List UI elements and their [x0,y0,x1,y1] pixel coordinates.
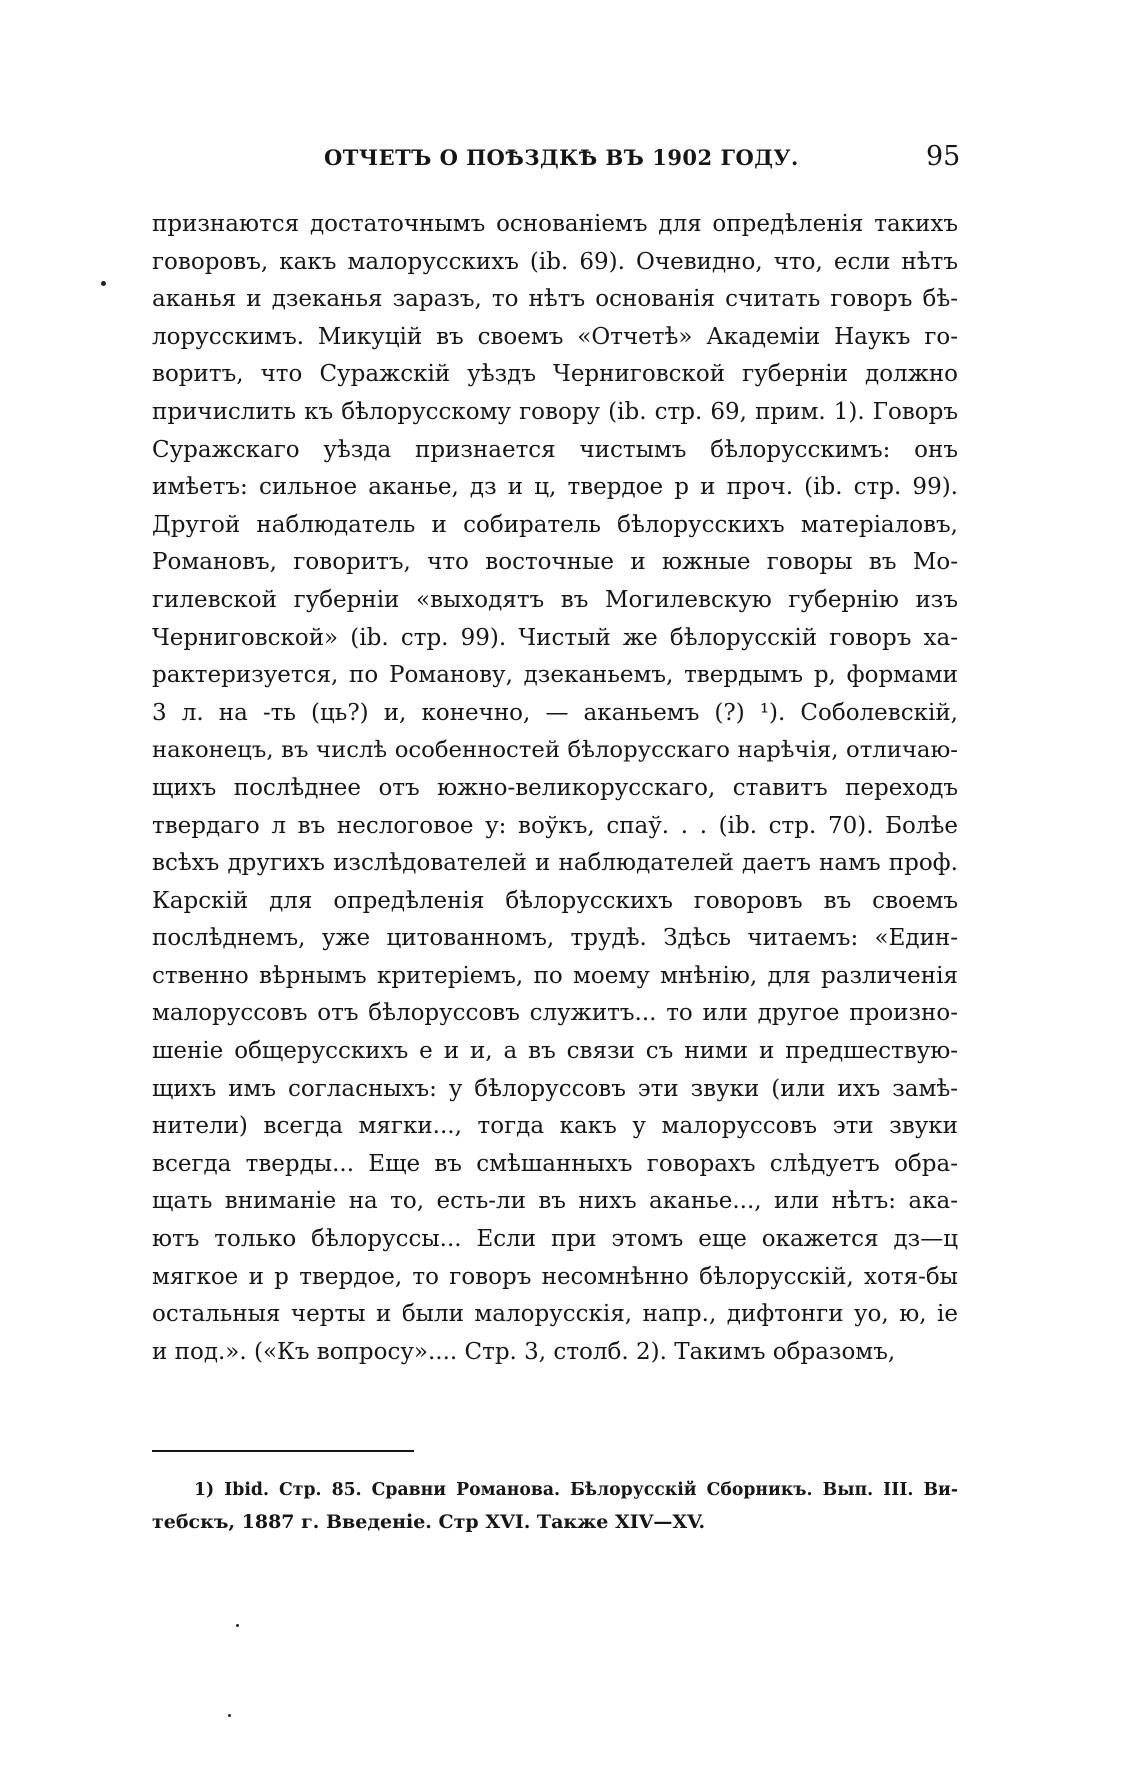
footnote-line: тебскъ, 1887 г. Введеніе. Стр XVI. Также XIV—XV. [152,1511,706,1533]
text-line: 3 л. на -ть (ць?) и, конечно, — аканьемъ (?) ¹). Соболевскій, [152,699,958,726]
text-line: имѣетъ: сильное аканье, дз и ц, твердое р и проч. (ib. стр. 99). [152,474,958,501]
text-line: твердаго л въ неслоговое у: воўкъ, спаў. . . (ib. стр. 70). Болѣе [152,812,958,839]
text-line: малоруссовъ отъ бѣлоруссовъ служитъ... то или другое произно- [152,1000,958,1027]
running-title: ОТЧЕТЪ О ПОѢЗДКѢ ВЪ 1902 ГОДУ. [324,145,799,170]
footnote-separator [152,1450,414,1452]
text-line: признаются достаточнымъ основаніемъ для опредѣленія такихъ [152,211,958,237]
text-line: Карскій для опредѣленія бѣлорусскихъ говоровъ въ своемъ [152,887,958,914]
text-line: щать вниманіе на то, есть-ли въ нихъ аканье..., или нѣтъ: ака- [152,1188,958,1215]
text-line: послѣднемъ, уже цитованномъ, трудѣ. Здѣсь читаемъ: «Един- [152,925,958,952]
text-line: гилевской губерніи «выходятъ въ Могилевскую губернію изъ [152,586,958,613]
margin-speck [236,1624,239,1627]
text-line: лорусскимъ. Микуцій въ своемъ «Отчетѣ» Академіи Наукъ го- [152,323,958,350]
footnote [152,1474,958,1538]
text-line: щихъ послѣднее отъ южно-великорусскаго, ставитъ переходъ [152,774,958,801]
page-number: 95 [926,141,961,172]
text-line: щихъ имъ согласныхъ: у бѣлоруссовъ эти звуки (или ихъ замѣ- [152,1075,958,1102]
margin-speck [101,281,106,286]
main-text-block [152,206,958,1371]
text-line: мягкое и р твердое, то говоръ несомнѣнно бѣлорусскій, хотя-бы [152,1263,958,1290]
text-line: шеніе общерусскихъ е и и, а въ связи съ ними и предшествую- [152,1038,958,1065]
text-line: аканья и дзеканья заразъ, то нѣтъ основанія считать говоръ бѣ- [152,286,958,313]
footnote-line: 1) Ibid. Стр. 85. Сравни Романова. Бѣлорусскій Сборникъ. Вып. III. Ви- [194,1480,958,1500]
text-line: всѣхъ другихъ изслѣдователей и наблюдателей даетъ намъ проф. [152,850,958,877]
text-line: остальныя черты и были малорусскія, напр., дифтонги уо, ю, іе [152,1301,958,1328]
text-line: и под.». («Къ вопросу».... Стр. 3, столб. 2). Такимъ образомъ, [152,1338,896,1365]
text-line: Другой наблюдатель и собиратель бѣлорусскихъ матеріаловъ, [152,511,958,538]
text-line: ютъ только бѣлоруссы... Если при этомъ еще окажется дз—ц [152,1226,958,1253]
text-line: наконецъ, въ числѣ особенностей бѣлорусскаго нарѣчія, отличаю- [152,737,958,764]
text-line: причислить къ бѣлорусскому говору (ib. стр. 69, прим. 1). Говоръ [152,398,958,425]
text-line: воритъ, что Суражскій уѣздъ Черниговской губерніи должно [152,361,958,388]
text-line: Черниговской» (ib. стр. 99). Чистый же бѣлорусскій говоръ ха- [152,624,958,651]
text-line: ственно вѣрнымъ критеріемъ, по моему мнѣнію, для различенія [152,962,958,989]
text-line: Романовъ, говоритъ, что восточные и южные говоры въ Мо- [152,549,958,576]
margin-speck [228,1714,231,1717]
text-line: рактеризуется, по Романову, дзеканьемъ, твердымъ р, формами [152,662,958,689]
text-line: говоровъ, какъ малорусскихъ (ib. 69). Очевидно, что, если нѣтъ [152,248,958,275]
text-line: всегда тверды... Еще въ смѣшанныхъ говорахъ слѣдуетъ обра- [152,1150,958,1177]
text-line: Суражскаго уѣзда признается чистымъ бѣлорусскимъ: онъ [152,436,958,463]
text-line: нители) всегда мягки..., тогда какъ у малоруссовъ эти звуки [152,1113,958,1140]
